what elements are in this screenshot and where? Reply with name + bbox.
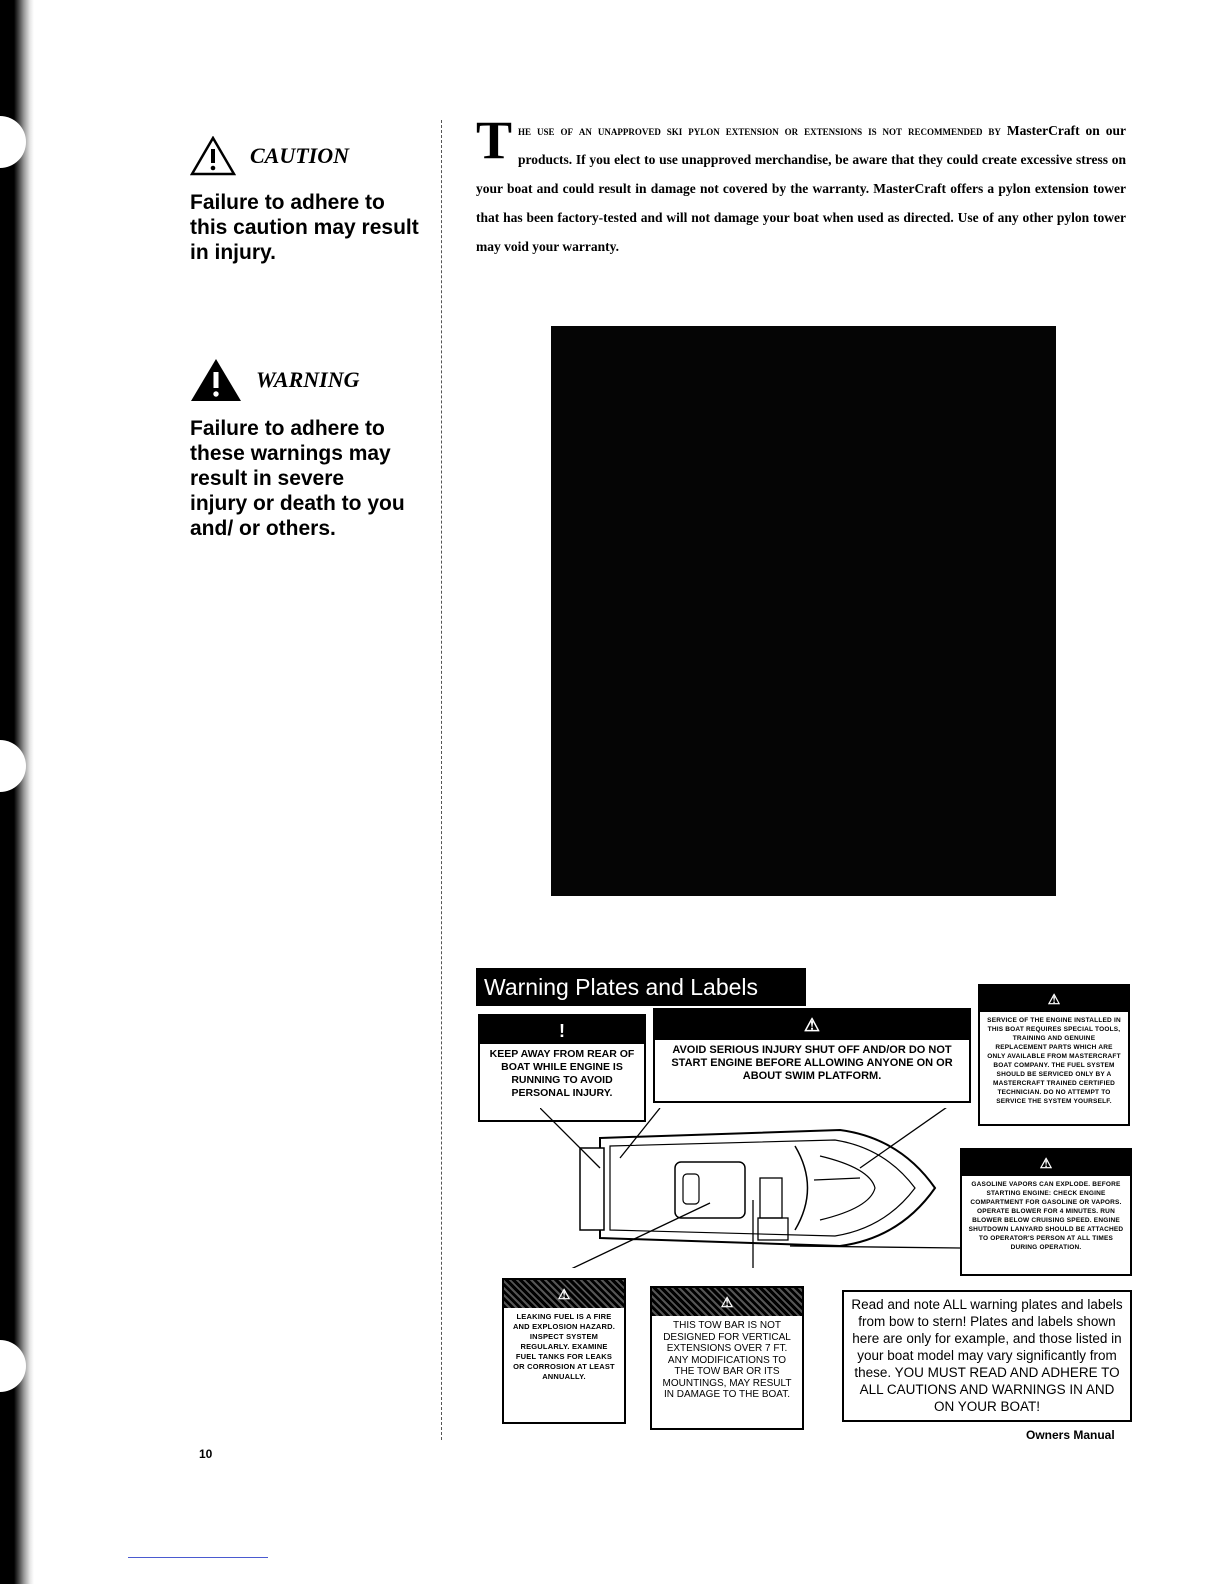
intro-body: MasterCraft on our products. If you elect to use unapproved merchandise, be aware that they could create excessive stress on your boat and could result in damage not covered by the warranty. MasterCraft offers a pylon extension tower that has been factory-tested and will not damage your boat when used as directed. Use of any other pylon tower may void your warranty. [476,123,1127,254]
caution-title: CAUTION [250,143,350,168]
label-tow-bar [650,1286,804,1430]
label-header-bar: ⚠ [655,1010,969,1040]
column-divider [441,120,442,1440]
label-leaking-fuel [502,1278,626,1424]
label-service-text: SERVICE OF THE ENGINE INSTALLED IN THIS BOAT REQUIRES SPECIAL TOOLS, TRAINING AND GENUINE REPLACEMENT PARTS WHICH ARE ONLY AVAILABLE FROM MASTERCRAFT BOAT COMPANY. THE FUEL SYSTEM SHOULD BE SERVICED ONLY BY A MASTERCRAFT TRAINED CERTIFIED TECHNICIAN. DO NO ATTEMPT TO SERVICE THE SYSTEM YOURSELF. [987,1017,1121,1105]
label-gasoline-text: GASOLINE VAPORS CAN EXPLODE. BEFORE STARTING ENGINE: CHECK ENGINE COMPARTMENT FOR GASOLINE OR VAPORS. OPERATE BLOWER FOR 4 MINUTES. RUN BLOWER BELOW CRUISING SPEED. ENGINE SHUTDOWN LANYARD SHOULD BE ATTACHED TO OPERATOR'S PERSON AT ALL TIMES DURING OPERATION. [968,1181,1124,1251]
label-header-bar: ⚠ [504,1280,624,1308]
label-gasoline [960,1148,1132,1276]
label-keep-away [478,1014,646,1122]
intro-paragraph [476,110,1127,261]
label-keep-away-text: KEEP AWAY FROM REAR OF BOAT WHILE ENGINE IS RUNNING TO AVOID PERSONAL INJURY. [489,1048,635,1099]
label-leaking-fuel-text: LEAKING FUEL IS A FIRE AND EXPLOSION HAZARD. INSPECT SYSTEM REGULARLY. EXAMINE FUEL TANKS FOR LEAKS OR CORROSION AT LEAST ANNUALLY. [512,1312,616,1381]
label-header-bar: ⚠ [652,1288,802,1316]
boat-diagram [540,1108,960,1268]
intro-lead: he use of an unapproved ski pylon extension or extensions is not recommended by [518,123,1001,138]
footer-brand: Owners Manual [1026,1428,1115,1442]
label-tow-bar-text: THIS TOW BAR IS NOT DESIGNED FOR VERTICAL EXTENSIONS OVER 7 FT. ANY MODIFICATIONS TO THE TOW BAR OR ITS MOUNTINGS, MAY RESULT IN DAMAGE TO THE BOAT. [662,1320,792,1400]
pylon-photo [551,326,1056,896]
label-avoid-injury [653,1008,971,1103]
label-avoid-injury-text: AVOID SERIOUS INJURY SHUT OFF AND/OR DO NOT START ENGINE BEFORE ALLOWING ANYONE ON OR ABOUT SWIM PLATFORM. [671,1044,953,1082]
warning-text: Failure to adhere to these warnings may result in severe injury or death to you and/ or others. [190,417,405,540]
caution-text: Failure to adhere to this caution may result in injury. [190,191,419,264]
bottom-rule [128,1557,268,1558]
section-title: Warning Plates and Labels [476,968,806,1006]
label-header-bar: ⚠ [980,986,1128,1012]
caution-triangle-icon [190,136,236,176]
caution-notice [190,136,420,265]
label-header-bar: ⚠ [962,1150,1130,1176]
warning-title: WARNING [256,367,360,392]
label-service [978,984,1130,1126]
warning-triangle-icon [190,358,242,402]
warning-notice [190,358,405,541]
warning-note: Read and note ALL warning plates and labels from bow to stern! Plates and labels shown here are only for example, and those listed in your boat model may vary significantly from these. YOU MUST READ AND ADHERE TO ALL CAUTIONS AND WARNINGS IN AND ON YOUR BOAT! [842,1290,1132,1422]
label-header-bar: ! [480,1016,644,1044]
intro-dropcap: T [476,110,513,170]
page-number: 10 [199,1447,213,1461]
